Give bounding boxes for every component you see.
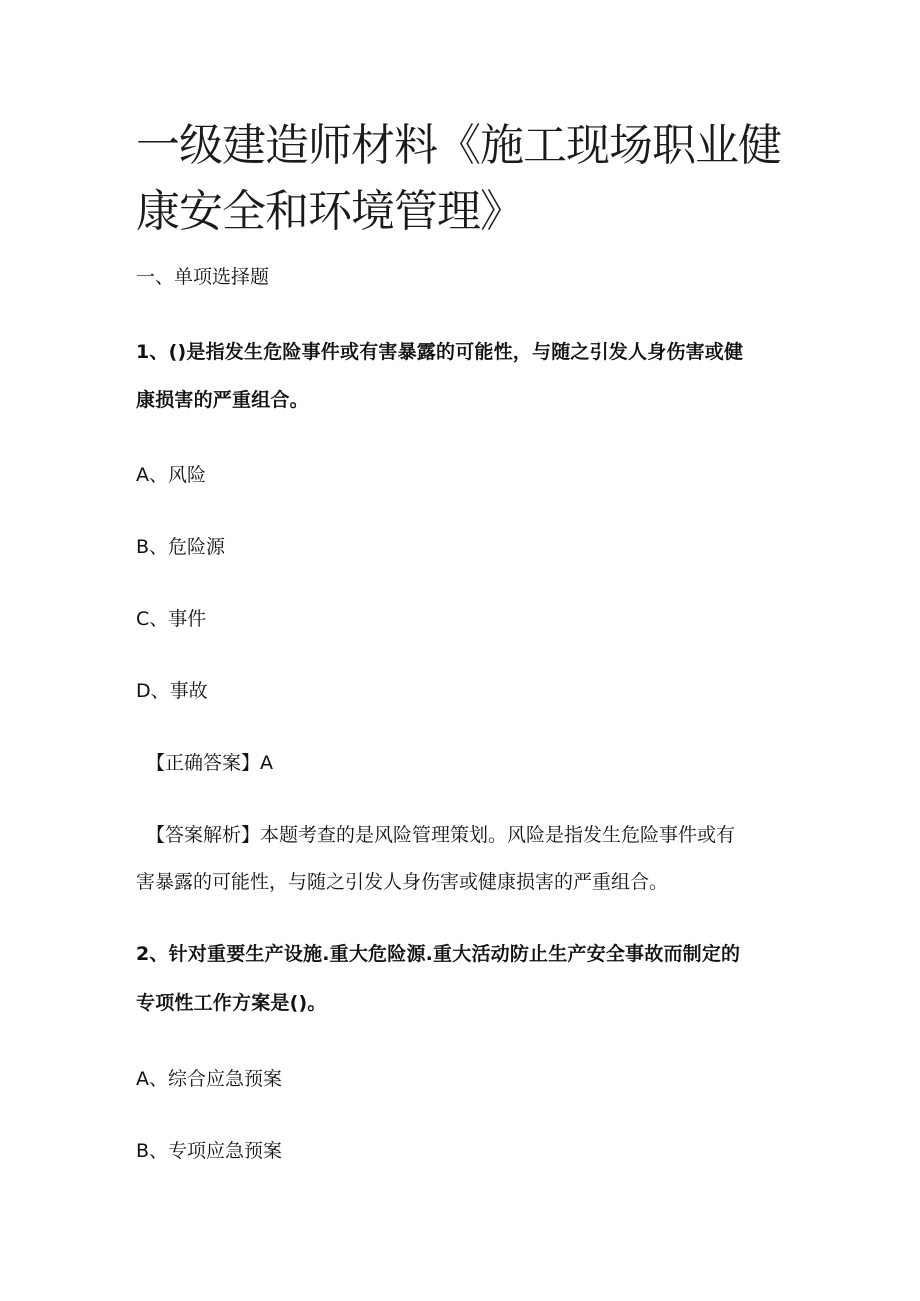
- question-2-stem-line-2: 专项性工作方案是()。: [136, 992, 327, 1014]
- question-1-stem-line-1: 1、()是指发生危险事件或有害暴露的可能性，与随之引发人身伤害或健: [136, 341, 744, 363]
- question-2-stem-line-1: 2、针对重要生产设施.重大危险源.重大活动防止生产安全事故而制定的: [136, 943, 741, 965]
- document-title-line-1: 一级建造师材料《施工现场职业健: [136, 120, 781, 171]
- question-1-option-d: D、事故: [136, 680, 208, 702]
- question-1-analysis-line-1: 【答案解析】本题考查的是风险管理策划。风险是指发生危险事件或有: [146, 824, 736, 846]
- question-1-option-a: A、风险: [136, 464, 206, 486]
- question-2-option-b: B、专项应急预案: [136, 1140, 283, 1162]
- question-1-answer: 【正确答案】A: [146, 752, 273, 774]
- document-title-line-2: 康安全和环境管理》: [136, 186, 523, 237]
- question-1-stem-line-2: 康损害的严重组合。: [136, 389, 309, 411]
- question-1-option-b: B、危险源: [136, 536, 226, 558]
- question-1-analysis-line-2: 害暴露的可能性，与随之引发人身伤害或健康损害的严重组合。: [136, 871, 669, 893]
- question-1-option-c: C、事件: [136, 608, 207, 630]
- question-2-option-a: A、综合应急预案: [136, 1068, 282, 1090]
- section-heading: 一、单项选择题: [136, 266, 270, 288]
